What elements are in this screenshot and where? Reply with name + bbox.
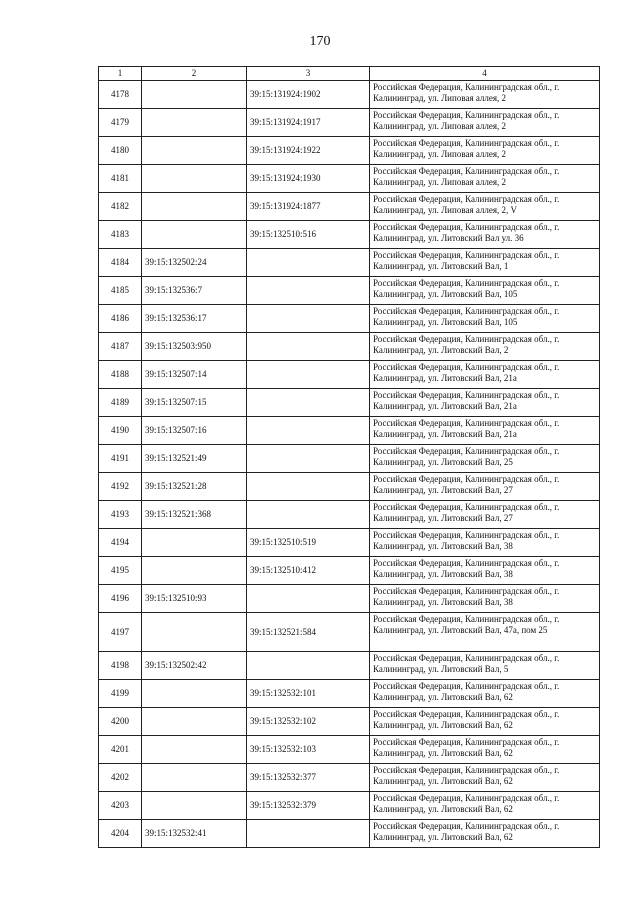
table-row [99,820,600,848]
address-cell: Российская Федерация, Калининградская обл., г. Калининград, ул. Литовский Вал, 105 [370,277,600,305]
row-number-cell: 4189 [99,389,142,417]
row-number-cell: 4200 [99,708,142,736]
building-cadastral-cell: 39:15:132510:412 [247,557,370,585]
row-number-cell: 4202 [99,764,142,792]
land-cadastral-cell: 39:15:132521:28 [142,473,247,501]
table-row [99,165,600,193]
building-cadastral-cell: 39:15:132521:584 [247,613,370,652]
address-cell: Российская Федерация, Калининградская обл., г. Калининград, ул. Литовский Вал, 38 [370,585,600,613]
address-cell: Российская Федерация, Калининградская обл., г. Калининград, ул. Литовский Вал, 62 [370,820,600,848]
row-number-cell: 4190 [99,417,142,445]
row-number-cell: 4184 [99,249,142,277]
land-cadastral-cell [142,736,247,764]
header-col-3: 3 [247,67,370,81]
address-cell: Российская Федерация, Калининградская обл., г. Калининград, ул. Литовский Вал, 62 [370,736,600,764]
address-cell: Российская Федерация, Калининградская обл., г. Калининград, ул. Литовский Вал, 21а [370,389,600,417]
table-body [99,81,600,848]
address-cell: Российская Федерация, Калининградская обл., г. Калининград, ул. Литовский Вал, 5 [370,652,600,680]
land-cadastral-cell [142,221,247,249]
building-cadastral-cell [247,820,370,848]
row-number-cell: 4194 [99,529,142,557]
land-cadastral-cell [142,680,247,708]
row-number-cell: 4203 [99,792,142,820]
row-number-cell: 4181 [99,165,142,193]
row-number-cell: 4182 [99,193,142,221]
table-row [99,764,600,792]
land-cadastral-cell [142,792,247,820]
building-cadastral-cell [247,652,370,680]
land-cadastral-cell [142,764,247,792]
row-number-cell: 4196 [99,585,142,613]
table-row [99,389,600,417]
row-number-cell: 4197 [99,613,142,652]
land-cadastral-cell: 39:15:132502:42 [142,652,247,680]
address-cell: Российская Федерация, Калининградская обл., г. Калининград, ул. Литовский Вал, 62 [370,708,600,736]
address-cell: Российская Федерация, Калининградская обл., г. Калининград, ул. Литовский Вал, 21а [370,417,600,445]
building-cadastral-cell: 39:15:131924:1902 [247,81,370,109]
building-cadastral-cell: 39:15:131924:1922 [247,137,370,165]
building-cadastral-cell: 39:15:132532:103 [247,736,370,764]
building-cadastral-cell [247,305,370,333]
building-cadastral-cell: 39:15:131924:1930 [247,165,370,193]
building-cadastral-cell [247,445,370,473]
land-cadastral-cell [142,137,247,165]
table-row [99,249,600,277]
table-row [99,305,600,333]
row-number-cell: 4186 [99,305,142,333]
address-cell: Российская Федерация, Калининградская обл., г. Калининград, ул. Литовский Вал, 1 [370,249,600,277]
address-cell: Российская Федерация, Калининградская обл., г. Калининград, ул. Литовский Вал, 62 [370,680,600,708]
registry-table [98,66,600,848]
row-number-cell: 4178 [99,81,142,109]
row-number-cell: 4201 [99,736,142,764]
table-row [99,613,600,652]
address-cell: Российская Федерация, Калининградская обл., г. Калининград, ул. Литовский Вал, 38 [370,529,600,557]
address-cell: Российская Федерация, Калининградская обл., г. Калининград, ул. Липовая аллея, 2 [370,165,600,193]
address-cell: Российская Федерация, Калининградская обл., г. Калининград, ул. Литовский Вал, 62 [370,792,600,820]
address-cell: Российская Федерация, Калининградская обл., г. Калининград, ул. Липовая аллея, 2 [370,109,600,137]
land-cadastral-cell [142,109,247,137]
building-cadastral-cell [247,333,370,361]
row-number-cell: 4191 [99,445,142,473]
land-cadastral-cell: 39:15:132536:7 [142,277,247,305]
land-cadastral-cell: 39:15:132521:368 [142,501,247,529]
land-cadastral-cell [142,557,247,585]
table-row [99,529,600,557]
land-cadastral-cell: 39:15:132536:17 [142,305,247,333]
row-number-cell: 4193 [99,501,142,529]
table-row [99,81,600,109]
row-number-cell: 4183 [99,221,142,249]
building-cadastral-cell [247,361,370,389]
land-cadastral-cell [142,193,247,221]
building-cadastral-cell: 39:15:132510:519 [247,529,370,557]
table-row [99,221,600,249]
table-row [99,137,600,165]
table-row [99,473,600,501]
table-row [99,736,600,764]
address-cell: Российская Федерация, Калининградская обл., г. Калининград, ул. Литовский Вал, 27 [370,473,600,501]
address-cell: Российская Федерация, Калининградская обл., г. Калининград, ул. Литовский Вал, 38 [370,557,600,585]
land-cadastral-cell [142,81,247,109]
building-cadastral-cell [247,417,370,445]
land-cadastral-cell: 39:15:132507:15 [142,389,247,417]
header-col-4: 4 [370,67,600,81]
land-cadastral-cell [142,708,247,736]
land-cadastral-cell: 39:15:132502:24 [142,249,247,277]
address-cell: Российская Федерация, Калининградская обл., г. Калининград, ул. Литовский Вал, 105 [370,305,600,333]
land-cadastral-cell: 39:15:132507:16 [142,417,247,445]
table-row [99,652,600,680]
land-cadastral-cell: 39:15:132532:41 [142,820,247,848]
building-cadastral-cell [247,585,370,613]
land-cadastral-cell [142,165,247,193]
table-row [99,417,600,445]
row-number-cell: 4204 [99,820,142,848]
table-row [99,277,600,305]
header-col-1: 1 [99,67,142,81]
land-cadastral-cell [142,613,247,652]
header-row [99,67,600,81]
table-row [99,792,600,820]
land-cadastral-cell: 39:15:132510:93 [142,585,247,613]
address-cell: Российская Федерация, Калининградская обл., г. Калининград, ул. Липовая аллея, 2, V [370,193,600,221]
row-number-cell: 4192 [99,473,142,501]
land-cadastral-cell [142,529,247,557]
address-cell: Российская Федерация, Калининградская обл., г. Калининград, ул. Литовский Вал ул. 36 [370,221,600,249]
address-cell: Российская Федерация, Калининградская обл., г. Калининград, ул. Литовский Вал, 2 [370,333,600,361]
row-number-cell: 4195 [99,557,142,585]
land-cadastral-cell: 39:15:132507:14 [142,361,247,389]
table-row [99,501,600,529]
building-cadastral-cell: 39:15:131924:1877 [247,193,370,221]
building-cadastral-cell [247,473,370,501]
address-cell: Российская Федерация, Калининградская обл., г. Калининград, ул. Липовая аллея, 2 [370,137,600,165]
building-cadastral-cell [247,501,370,529]
row-number-cell: 4179 [99,109,142,137]
building-cadastral-cell: 39:15:132532:377 [247,764,370,792]
table-row [99,333,600,361]
address-cell: Российская Федерация, Калининградская обл., г. Калининград, ул. Литовский Вал, 62 [370,764,600,792]
header-col-2: 2 [142,67,247,81]
address-cell: Российская Федерация, Калининградская обл., г. Калининград, ул. Литовский Вал, 27 [370,501,600,529]
table-row [99,445,600,473]
table-row [99,193,600,221]
table-row [99,708,600,736]
building-cadastral-cell: 39:15:131924:1917 [247,109,370,137]
address-cell: Российская Федерация, Калининградская обл., г. Калининград, ул. Литовский Вал, 25 [370,445,600,473]
address-cell: Российская Федерация, Калининградская обл., г. Калининград, ул. Липовая аллея, 2 [370,81,600,109]
building-cadastral-cell: 39:15:132532:379 [247,792,370,820]
table-row [99,680,600,708]
building-cadastral-cell: 39:15:132510:516 [247,221,370,249]
address-cell: Российская Федерация, Калининградская обл., г. Калининград, ул. Литовский Вал, 21а [370,361,600,389]
building-cadastral-cell [247,389,370,417]
row-number-cell: 4185 [99,277,142,305]
row-number-cell: 4188 [99,361,142,389]
table-row [99,557,600,585]
building-cadastral-cell: 39:15:132532:101 [247,680,370,708]
table-row [99,361,600,389]
table-row [99,585,600,613]
row-number-cell: 4180 [99,137,142,165]
address-cell: Российская Федерация, Калининградская обл., г. Калининград, ул. Литовский Вал, 47а, пом 25 [370,613,600,652]
land-cadastral-cell: 39:15:132503:950 [142,333,247,361]
land-cadastral-cell: 39:15:132521:49 [142,445,247,473]
page-number: 170 [309,34,331,49]
row-number-cell: 4198 [99,652,142,680]
table-row [99,109,600,137]
building-cadastral-cell [247,277,370,305]
row-number-cell: 4187 [99,333,142,361]
building-cadastral-cell [247,249,370,277]
table-header [99,67,600,81]
row-number-cell: 4199 [99,680,142,708]
building-cadastral-cell: 39:15:132532:102 [247,708,370,736]
